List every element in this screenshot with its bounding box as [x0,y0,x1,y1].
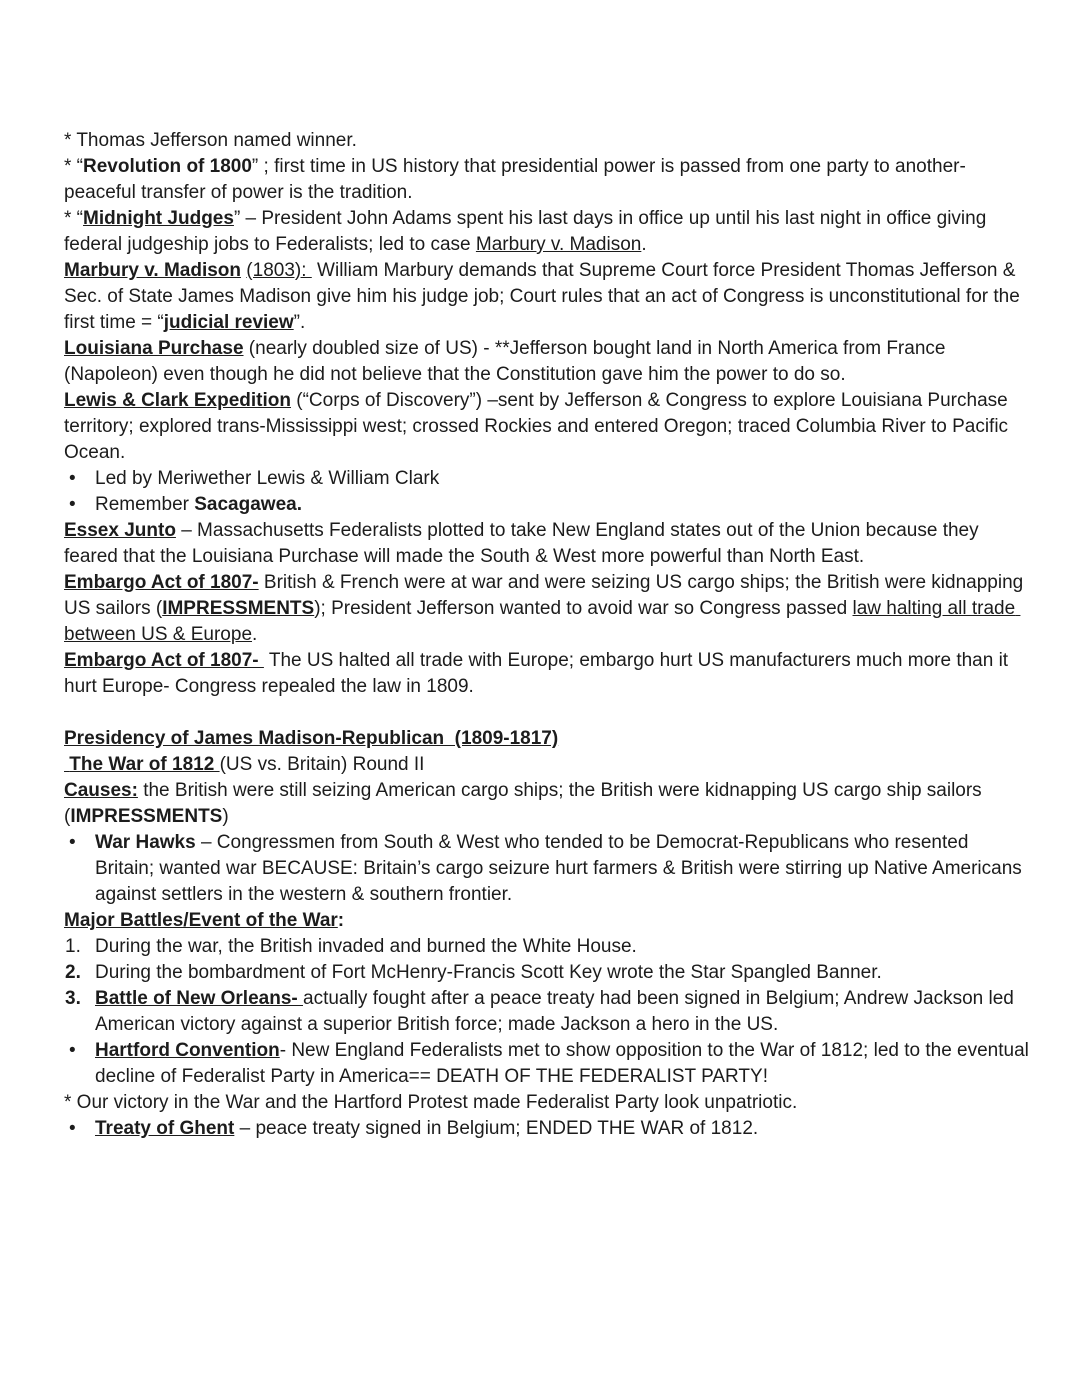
text-content: Remember Sacagawea. [95,494,302,515]
list-number: 3. [65,988,81,1009]
text-content: Louisiana Purchase (nearly doubled size of US) - **Jefferson bought land in North America from France (Napoleon) even though he did not believe that the Constitution gave him the power to do so. [64,338,951,385]
bullet-item [64,1038,1035,1090]
paragraph [64,154,1032,206]
paragraph [64,206,1032,258]
document-body [64,128,1035,1142]
text-content: Major Battles/Event of the War: [64,910,345,931]
paragraph [64,908,1032,934]
text-content: Treaty of Ghent – peace treaty signed in Belgium; ENDED THE WAR of 1812. [95,1118,759,1139]
bullet-marker: • [69,494,76,515]
bullet-item [64,492,1032,518]
numbered-item [64,986,1032,1038]
bullet-marker: • [69,1040,76,1061]
paragraph [64,648,1032,700]
bullet-item [64,1116,1032,1142]
paragraph [64,336,1032,388]
text-content: * “Revolution of 1800” ; first time in US history that presidential power is passed from one party to another- peaceful transfer of power is the tradition. [64,156,972,203]
paragraph [64,778,1032,830]
text-content: Hartford Convention- New England Federalists met to show opposition to the War of 1812; led to the eventual decline of Federalist Party in America== DEATH OF THE FEDERALIST PARTY! [95,1040,1035,1087]
text-content: Presidency of James Madison-Republican (1809-1817) [64,728,559,749]
text-content: During the bombardment of Fort McHenry-Francis Scott Key wrote the Star Spangled Banner. [95,962,882,983]
spacer [64,700,1032,726]
list-number: 1. [65,936,81,957]
text-content: War Hawks – Congressmen from South & West who tended to be Democrat-Republicans who resented Britain; wanted war BECAUSE: Britain’s cargo seizure hurt farmers & British were stirring up Native Americans against settlers in the western & southern frontier. [95,832,1028,905]
paragraph [64,570,1032,648]
text-content: * Thomas Jefferson named winner. [64,130,357,151]
text-content: * “Midnight Judges” – President John Adams spent his last days in office up until his last night in office giving federal judgeship jobs to Federalists; led to case Marbury v. Madison. [64,208,992,255]
text-content: Embargo Act of 1807- British & French were at war and were seizing US cargo ships; the British were kidnapping US sailors (IMPRESSMENTS); President Jefferson wanted to avoid war so Congress passed law halting all trade between US & Europe. [64,572,1029,645]
text-content: * Our victory in the War and the Hartford Protest made Federalist Party look unpatriotic. [64,1092,798,1113]
text-content: During the war, the British invaded and burned the White House. [95,936,637,957]
numbered-item [64,934,1032,960]
bullet-item [64,830,1032,908]
text-content: The War of 1812 (US vs. Britain) Round II [64,754,425,775]
paragraph [64,388,1032,466]
paragraph [64,726,1032,752]
list-number: 2. [65,962,81,983]
text-content: Embargo Act of 1807- The US halted all trade with Europe; embargo hurt US manufacturers much more than it hurt Europe- Congress repealed the law in 1809. [64,650,1014,697]
bullet-marker: • [69,468,76,489]
bullet-item [64,466,1032,492]
paragraph [64,128,1032,154]
text-content: Led by Meriwether Lewis & William Clark [95,468,440,489]
bullet-marker: • [69,1118,76,1139]
numbered-item [64,960,1032,986]
text-content: Battle of New Orleans- actually fought after a peace treaty had been signed in Belgium; Andrew Jackson led American victory against a superior British force; made Jackson a hero in the US. [95,988,1019,1035]
text-content: Marbury v. Madison (1803): William Marbury demands that Supreme Court force President Thomas Jefferson & Sec. of State James Madison give him his judge job; Court rules that an act of Congress is unconstitutional for the first time = “judicial review”. [64,260,1026,333]
paragraph [64,752,1032,778]
bullet-marker: • [69,832,76,853]
text-content: Essex Junto – Massachusetts Federalists plotted to take New England states out of the Union because they feared that the Louisiana Purchase will made the South & West more powerful than North East. [64,520,984,567]
paragraph [64,1090,1032,1116]
text-content: Causes: the British were still seizing American cargo ships; the British were kidnapping US cargo ship sailors (IMPRESSMENTS) [64,780,987,827]
text-content: Lewis & Clark Expedition (“Corps of Discovery”) –sent by Jefferson & Congress to explore Louisiana Purchase territory; explored trans-Mississippi west; crossed Rockies and entered Oregon; traced Columbia River to Pacific Ocean. [64,390,1014,463]
paragraph [64,258,1032,336]
paragraph [64,518,1032,570]
